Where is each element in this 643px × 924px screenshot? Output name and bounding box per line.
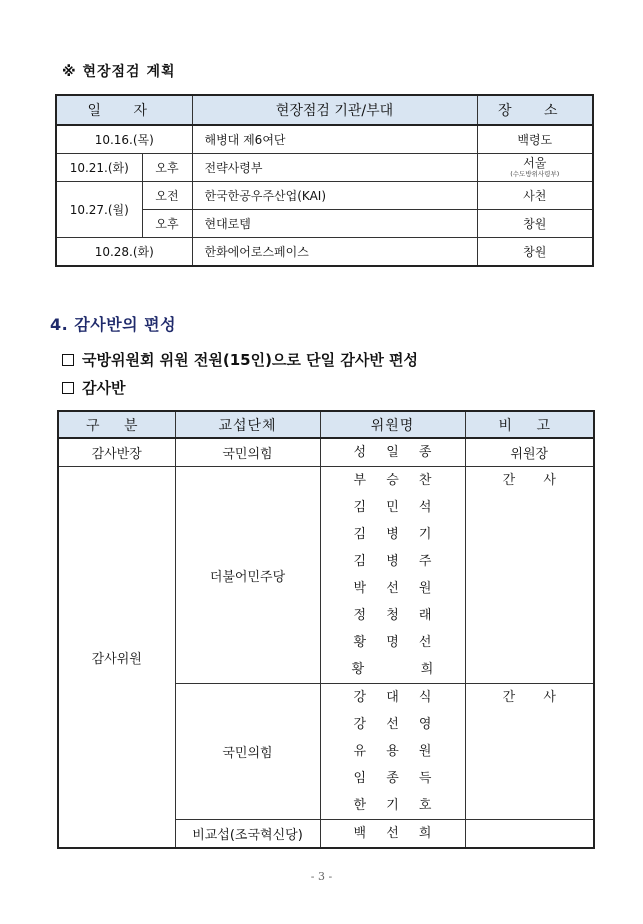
audit-team-table xyxy=(57,410,595,849)
bullet-text: 국방위원회 위원 전원(15인)으로 단일 감사반 편성 xyxy=(82,351,419,369)
member-name: 황 명 선 xyxy=(353,635,440,650)
header-party: 교섭단체 xyxy=(175,411,320,438)
org-cell: 해병대 제6여단 xyxy=(192,125,477,154)
checkbox-square-icon xyxy=(62,382,74,394)
date-cell: 10.16.(목) xyxy=(56,125,192,154)
member-name: 황 희 xyxy=(351,662,442,677)
org-cell: 한국한공우주산업(KAI) xyxy=(192,182,477,210)
date-cell: 10.28.(화) xyxy=(56,238,192,267)
party-cell: 비교섭(조국혁신당) xyxy=(175,820,320,849)
bullet-item xyxy=(62,377,125,398)
member-name-cell xyxy=(320,820,465,849)
table-row xyxy=(56,182,593,210)
member-name-cell xyxy=(320,467,465,684)
member-name: 김 병 주 xyxy=(353,554,440,569)
member-name: 김 민 석 xyxy=(353,500,440,515)
header-category: 구 분 xyxy=(58,411,175,438)
member-name: 정 청 래 xyxy=(353,608,440,623)
time-cell: 오후 xyxy=(142,210,192,238)
member-name: 박 선 원 xyxy=(353,581,440,596)
checkbox-square-icon xyxy=(62,354,74,366)
member-name: 임 종 득 xyxy=(353,771,440,786)
member-name: 부 승 찬 xyxy=(353,473,440,488)
location-cell: 백령도 xyxy=(477,125,593,154)
note-cell: 위원장 xyxy=(465,438,594,467)
plan-heading: ※ 현장점검 계획 xyxy=(62,64,176,80)
member-name: 한 기 호 xyxy=(353,798,440,813)
table-row xyxy=(56,154,593,182)
table-header-row xyxy=(58,411,594,438)
location-cell: 창원 xyxy=(477,238,593,267)
table-row xyxy=(58,467,594,684)
role-cell: 감사위원 xyxy=(58,467,175,849)
party-cell: 더불어민주당 xyxy=(175,467,320,684)
bullet-item xyxy=(62,349,418,370)
page-number: - 3 - xyxy=(310,870,333,883)
date-cell: 10.21.(화) xyxy=(56,154,142,182)
header-location: 장 소 xyxy=(477,95,593,125)
note-cell xyxy=(465,820,594,849)
header-date: 일 자 xyxy=(56,95,192,125)
header-member-name: 위원명 xyxy=(320,411,465,438)
member-name: 백 선 희 xyxy=(353,826,440,841)
org-cell: 전략사령부 xyxy=(192,154,477,182)
note-text: 간 사 xyxy=(502,690,568,705)
member-name: 김 병 기 xyxy=(353,527,440,542)
location-cell: 사천 xyxy=(477,182,593,210)
table-header-row xyxy=(56,95,593,125)
date-cell: 10.27.(월) xyxy=(56,182,142,238)
table-row xyxy=(56,238,593,267)
location-main: 서울 xyxy=(523,156,547,170)
member-name-cell xyxy=(320,438,465,467)
table-row xyxy=(58,438,594,467)
member-name: 강 선 영 xyxy=(353,717,440,732)
member-name: 유 용 원 xyxy=(353,744,440,759)
header-org: 현장점검 기관/부대 xyxy=(192,95,477,125)
member-name: 강 대 식 xyxy=(353,690,440,705)
table-row xyxy=(56,125,593,154)
location-cell: 창원 xyxy=(477,210,593,238)
member-name-cell xyxy=(320,684,465,820)
header-note: 비 고 xyxy=(465,411,594,438)
bullet-text: 감사반 xyxy=(82,379,126,397)
note-cell xyxy=(465,684,594,820)
member-name: 성 일 종 xyxy=(353,445,440,460)
note-cell xyxy=(465,467,594,684)
time-cell: 오전 xyxy=(142,182,192,210)
note-text: 간 사 xyxy=(502,473,568,488)
inspection-plan-table xyxy=(55,94,594,267)
party-cell: 국민의힘 xyxy=(175,438,320,467)
location-sub: (수도방위사령부) xyxy=(510,170,560,178)
section-title: 4. 감사반의 편성 xyxy=(50,315,177,334)
org-cell: 현대로템 xyxy=(192,210,477,238)
role-cell: 감사반장 xyxy=(58,438,175,467)
org-cell: 한화에어로스페이스 xyxy=(192,238,477,267)
location-cell xyxy=(477,154,593,182)
party-cell: 국민의힘 xyxy=(175,684,320,820)
time-cell: 오후 xyxy=(142,154,192,182)
